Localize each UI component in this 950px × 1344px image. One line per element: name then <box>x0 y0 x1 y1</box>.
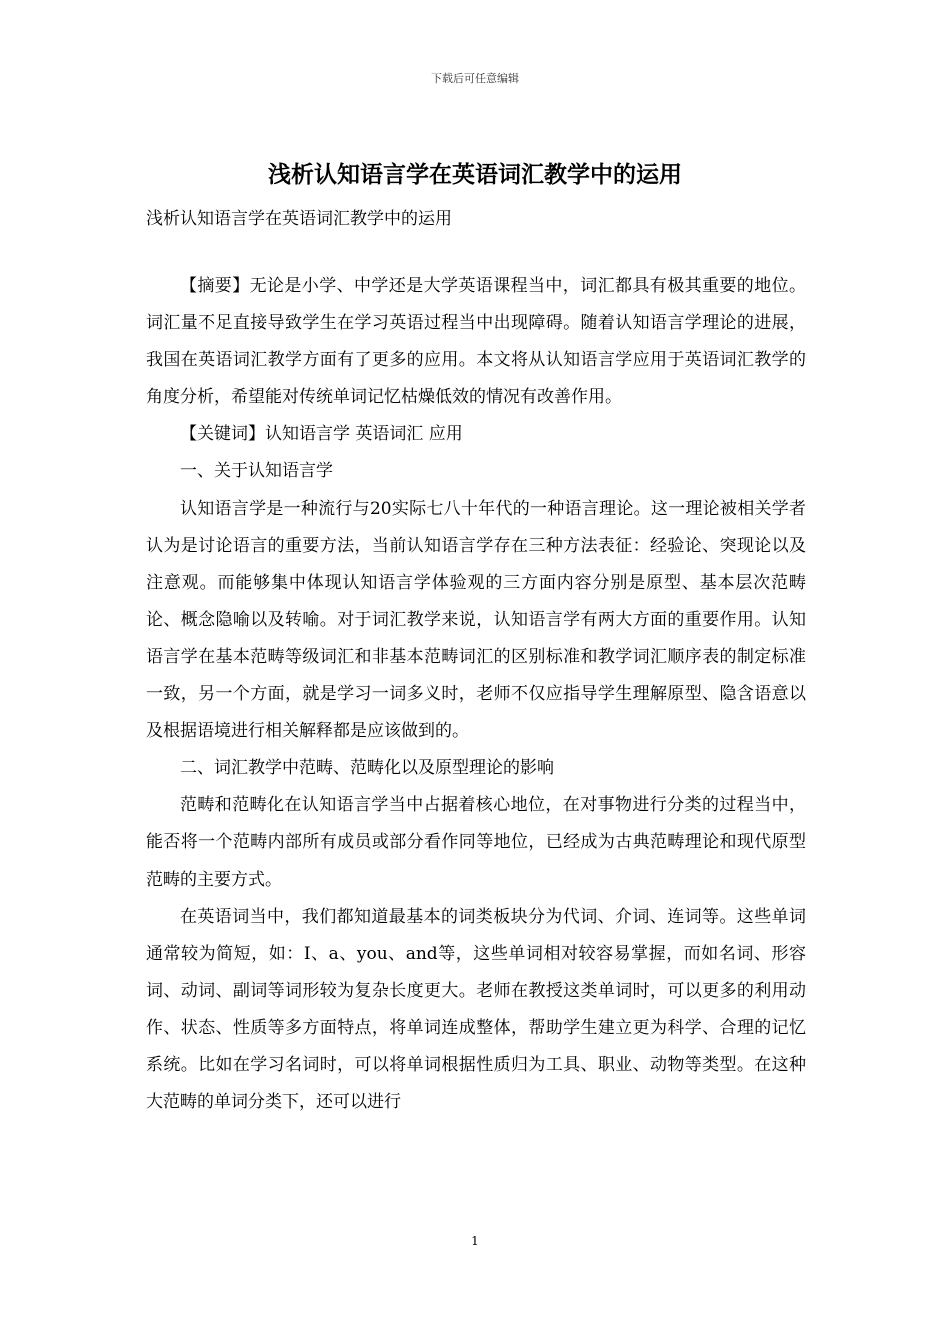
document-title: 浅析认知语言学在英语词汇教学中的运用 <box>268 162 682 188</box>
header-note: 下载后可任意编辑 <box>431 72 519 85</box>
body-paragraph: 范畴和范畴化在认知语言学当中占据着核心地位，在对事物进行分类的过程当中，能否将一个范畴内部所有成员或部分看作同等地位，已经成为古典范畴理论和现代原型范畴的主要方式。 <box>146 795 806 890</box>
page-number: 1 <box>471 1234 479 1248</box>
keywords-paragraph: 【关键词】认知语言学 英语词汇 应用 <box>180 424 463 445</box>
body-paragraph: 认知语言学是一种流行与20实际七八十年代的一种语言理论。这一理论被相关学者认为是讨论语言的重要方法，当前认知语言学存在三种方法表征：经验论、突现论以及注意观。而能够集中体现认知语言学体验观的三方面内容分别是原型、基本层次范畴论、概念隐喻以及转喻。对于词汇教学来说，认知语言学有两大方面的重要作用。认知语言学在基本范畴等级词汇和非基本范畴词汇的区别标准和教学词汇顺序表的制定标准一致，另一个方面，就是学习一词多义时，老师不仅应指导学生理解原型、隐含语意以及根据语境进行相关解释都是应该做到的。 <box>146 498 806 742</box>
section-heading-1: 一、关于认知语言学 <box>180 461 333 482</box>
body-paragraph: 在英语词当中，我们都知道最基本的词类板块分为代词、介词、连词等。这些单词通常较为简短，如：I、a、you、and等，这些单词相对较容易掌握，而如名词、形容词、动词、副词等词形较为复杂长度更大。老师在教授这类单词时，可以更多的利用动作、状态、性质等多方面特点，将单词连成整体，帮助学生建立更为科学、合理的记忆系统。比如在学习名词时，可以将单词根据性质归为工具、职业、动物等类型。在这种大范畴的单词分类下，还可以进行 <box>146 906 806 1113</box>
section-heading-2: 二、词汇教学中范畴、范畴化以及原型理论的影响 <box>180 758 554 779</box>
document-body <box>146 268 806 1121</box>
document-subtitle: 浅析认知语言学在英语词汇教学中的运用 <box>146 209 452 229</box>
abstract-paragraph: 【摘要】无论是小学、中学还是大学英语课程当中，词汇都具有极其重要的地位。词汇量不足直接导致学生在学习英语过程当中出现障碍。随着认知语言学理论的进展，我国在英语词汇教学方面有了更多的应用。本文将从认知语言学应用于英语词汇教学的角度分析，希望能对传统单词记忆枯燥低效的情况有改善作用。 <box>146 276 806 408</box>
